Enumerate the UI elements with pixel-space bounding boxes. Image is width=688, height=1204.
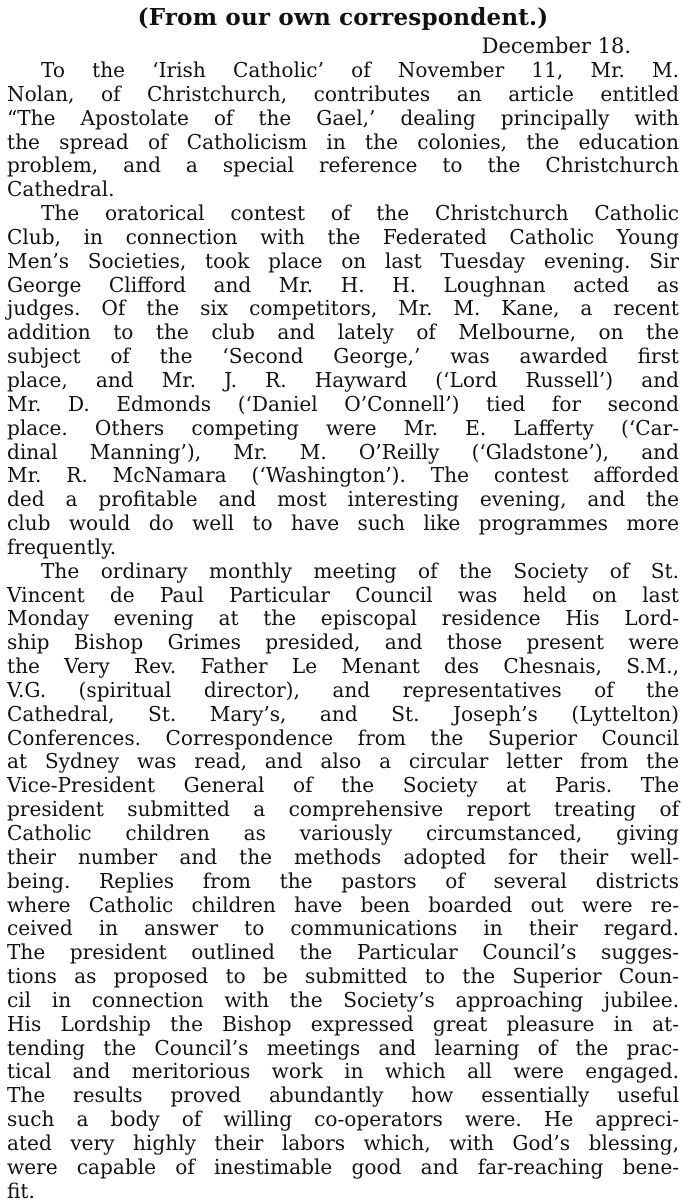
text-line: place, and Mr. J. R. Hayward (‘Lord Russell’) and [7,367,679,392]
text-line: frequently. [7,534,117,559]
article-paragraph [7,560,679,1204]
text-line: the Very Rev. Father Le Menant des Chesnais, S.M., [7,654,679,679]
text-line: problem, and a special reference to the Christchurch [7,153,679,178]
text-line: were capable of inestimable good and far-reaching bene- [7,1154,679,1179]
text-line: judges. Of the six competitors, Mr. M. Kane, a recent [7,296,679,321]
text-line: ated very highly their labors which, with God’s blessing, [7,1130,679,1155]
text-line: tions as proposed to be submitted to the Superior Coun- [7,964,679,989]
text-line: George Clifford and Mr. H. H. Loughnan acted as [7,272,679,297]
text-line: place. Others competing were Mr. E. Lafferty (‘Car- [7,415,679,440]
text-line: The ordinary monthly meeting of the Society of St. [41,558,679,583]
text-line: V.G. (spiritual director), and representatives of the [7,677,679,702]
text-line: The results proved abundantly how essentially useful [7,1083,679,1108]
text-line: such a body of willing co-operators were. He appreci- [7,1107,679,1132]
text-line: Conferences. Correspondence from the Superior Council [7,725,679,750]
text-line: ded a profitable and most interesting evening, and the [7,487,679,512]
text-line: ship Bishop Grimes presided, and those present were [7,630,679,655]
text-line: tical and meritorious work in which all were engaged. [7,1059,679,1084]
correspondent-heading: (From our own correspondent.) [137,4,549,31]
text-line: at Sydney was read, and also a circular letter from the [7,749,679,774]
text-line: To the ‘Irish Catholic’ of November 11, Mr. M. [41,58,679,82]
text-line: Mr. R. McNamara (‘Washington’). The contest afforded [7,463,679,488]
text-line: The president outlined the Particular Council’s sugges- [7,940,679,965]
text-line: Monday evening at the episcopal residence His Lord- [7,606,679,631]
text-line: Cathedral. [7,177,115,202]
text-line: dinal Manning’), Mr. M. O’Reilly (‘Gladstone’), and [7,439,679,464]
text-line: Cathedral, St. Mary’s, and St. Joseph’s (Lyttelton) [7,701,679,726]
text-line: Vincent de Paul Particular Council was held on last [7,582,679,607]
text-line: Club, in connection with the Federated Catholic Young [7,224,679,249]
dateline: December 18. [481,34,631,58]
text-line: club would do well to have such like programmes more [7,511,679,536]
text-line: president submitted a comprehensive report treating of [7,797,679,822]
text-line: His Lordship the Bishop expressed great pleasure in at- [7,1011,679,1036]
text-line: The oratorical contest of the Christchurch Catholic [41,201,679,226]
text-line: Catholic children as variously circumstanced, giving [7,821,679,845]
text-line: the spread of Catholicism in the colonies, the education [7,129,679,154]
text-line: Vice-President General of the Society at Paris. The [7,773,679,798]
text-line: their number and the methods adopted for their well- [7,844,679,869]
text-line: Nolan, of Christchurch, contributes an article entitled [7,81,679,106]
text-line: Men’s Societies, took place on last Tuesday evening. Sir [7,248,679,273]
text-line: fit. [7,1178,35,1203]
text-line: where Catholic children have been boarded out were re- [7,892,679,917]
text-line: “The Apostolate of the Gael,’ dealing principally with [7,105,679,130]
text-line: Mr. D. Edmonds (‘Daniel O’Connell’) tied for second [7,391,679,416]
article-paragraph [7,59,679,202]
text-line: subject of the ‘Second George,’ was awarded first [7,344,679,369]
text-line: ceived in answer to communications in their regard. [7,916,679,941]
article-paragraph [7,202,679,560]
text-line: tending the Council’s meetings and learning of the prac- [7,1035,679,1060]
text-line: cil in connection with the Society’s approaching jubilee. [7,987,679,1012]
text-line: addition to the club and lately of Melbourne, on the [7,320,679,345]
article-body [7,59,679,1204]
text-line: being. Replies from the pastors of several districts [7,868,679,893]
